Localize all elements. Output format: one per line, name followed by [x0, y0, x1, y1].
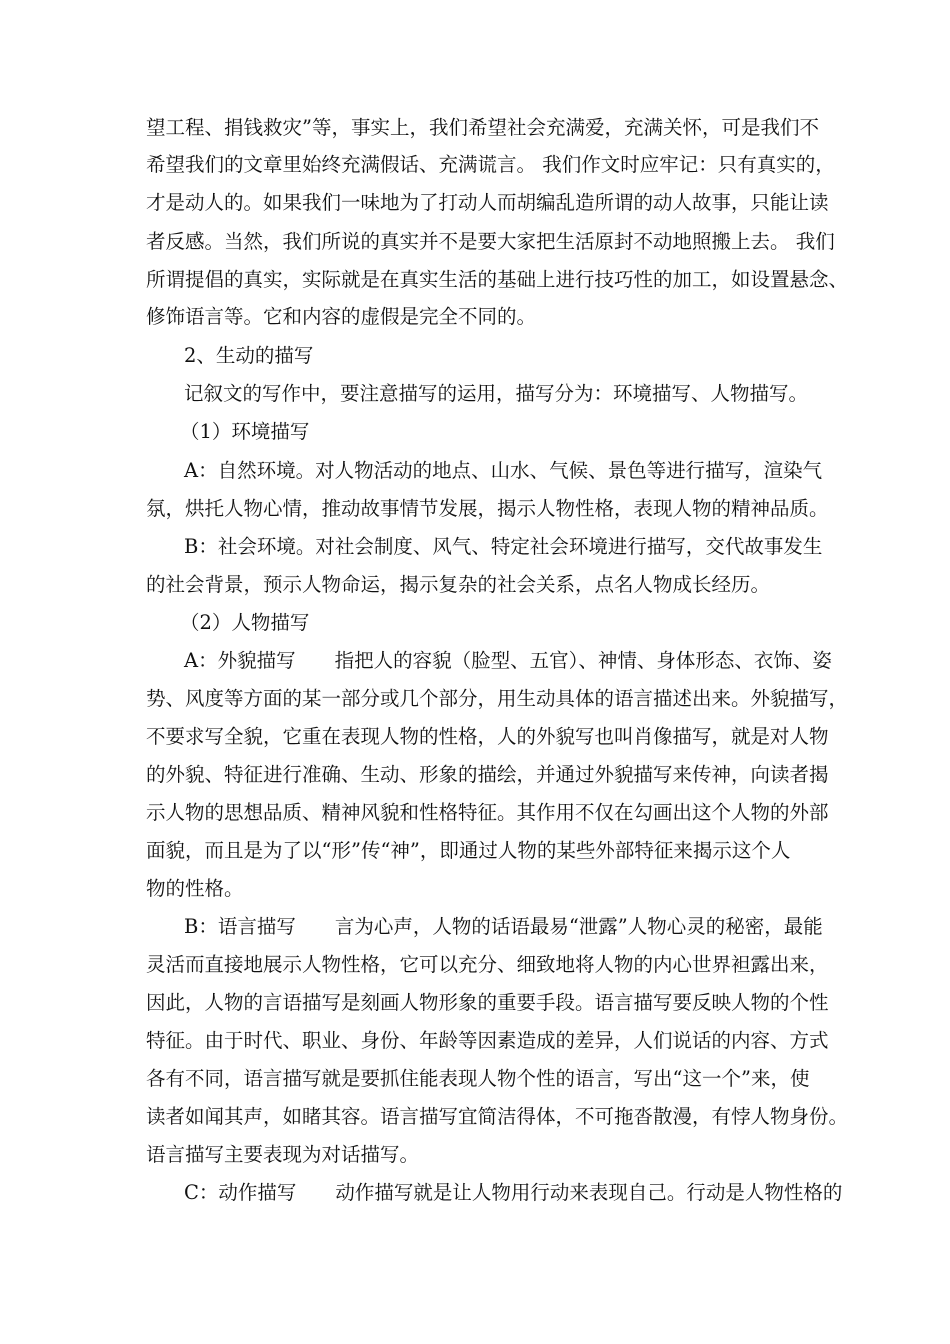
paragraph-line: 灵活而直接地展示人物性格，它可以充分、细致地将人物的内心世界袒露出来，	[146, 953, 829, 976]
paragraph-line: B：语言描写 言为心声，人物的话语最易“泄露”人物心灵的秘密，最能	[184, 915, 823, 938]
paragraph-line: A：外貌描写 指把人的容貌（脸型、五官）、神情、身体形态、衣饰、姿	[184, 649, 832, 672]
paragraph-line: A：自然环境。对人物活动的地点、山水、气候、景色等进行描写，渲染气	[184, 459, 823, 482]
paragraph-line: 物的性格。	[146, 877, 244, 900]
paragraph-line: 语言描写主要表现为对话描写。	[146, 1143, 420, 1166]
paragraph-line: 氛，烘托人物心情，推动故事情节发展，揭示人物性格，表现人物的精神品质。	[146, 497, 829, 520]
section-heading: 2、生动的描写	[184, 344, 314, 367]
subsection-heading: （1）环境描写	[180, 420, 310, 443]
paragraph-line: 示人物的思想品质、精神风貌和性格特征。其作用不仅在勾画出这个人物的外部	[146, 801, 829, 824]
paragraph-line: 特征。由于时代、职业、身份、年龄等因素造成的差异，人们说话的内容、方式	[146, 1029, 829, 1052]
paragraph-line: 修饰语言等。它和内容的虚假是完全不同的。	[146, 305, 537, 328]
paragraph-line: 不要求写全貌，它重在表现人物的性格，人的外貌写也叫肖像描写，就是对人物	[146, 725, 829, 748]
paragraph-line: 各有不同，语言描写就是要抓住能表现人物个性的语言，写出“这一个”来，使	[146, 1067, 810, 1090]
paragraph-line: 势、风度等方面的某一部分或几个部分，用生动具体的语言描述出来。外貌描写，	[146, 687, 849, 710]
paragraph-line: B：社会环境。对社会制度、风气、特定社会环境进行描写，交代故事发生	[184, 535, 823, 558]
paragraph-line: 所谓提倡的真实，实际就是在真实生活的基础上进行技巧性的加工，如设置悬念、	[146, 268, 849, 291]
paragraph-line: 记叙文的写作中，要注意描写的运用，描写分为：环境描写、人物描写。	[184, 382, 809, 405]
paragraph-line: 的社会背景，预示人物命运，揭示复杂的社会关系，点名人物成长经历。	[146, 573, 771, 596]
paragraph-line: 的外貌、特征进行准确、生动、形象的描绘，并通过外貌描写来传神，向读者揭	[146, 763, 829, 786]
paragraph-line: 者反感。当然，我们所说的真实并不是要大家把生活原封不动地照搬上去。 我们	[146, 230, 835, 253]
paragraph-line: C：动作描写 动作描写就是让人物用行动来表现自己。行动是人物性格的	[184, 1181, 843, 1204]
paragraph-line: 希望我们的文章里始终充满假话、充满谎言。 我们作文时应牢记：只有真实的，	[146, 153, 835, 176]
paragraph-line: 因此，人物的言语描写是刻画人物形象的重要手段。语言描写要反映人物的个性	[146, 991, 829, 1014]
paragraph-line: 读者如闻其声，如睹其容。语言描写宜简洁得体，不可拖沓散漫，有悖人物身份。	[146, 1105, 849, 1128]
paragraph-line: 才是动人的。如果我们一味地为了打动人而胡编乱造所谓的动人故事，只能让读	[146, 191, 829, 214]
paragraph-line: 面貌，而且是为了以“形”传“神”，即通过人物的某些外部特征来揭示这个人	[146, 839, 791, 862]
paragraph-line: 望工程、捐钱救灾”等，事实上，我们希望社会充满爱，充满关怀，可是我们不	[146, 116, 819, 139]
subsection-heading: （2）人物描写	[180, 611, 310, 634]
